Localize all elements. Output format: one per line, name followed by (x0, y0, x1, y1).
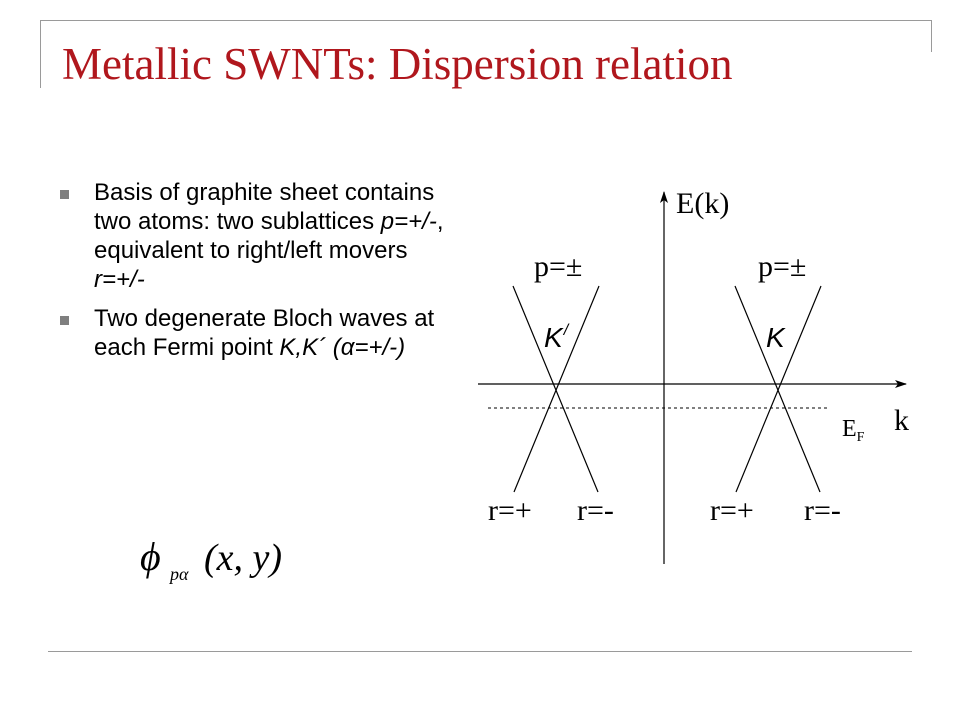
dispersion-diagram (470, 180, 920, 580)
bullet-item (58, 178, 458, 294)
bullet-text-segment: , equivalent to right/left movers (94, 208, 444, 264)
bullet-text (94, 179, 444, 293)
bullet-item (58, 304, 458, 362)
left-mover-right-label: r=+ (488, 494, 532, 527)
left-sublattice-label: p=± (534, 250, 583, 283)
formula-args: (x, y) (204, 537, 283, 579)
right-cone-branch-1 (735, 286, 820, 492)
formula-subscript: pα (170, 564, 189, 584)
frame-left-line (40, 20, 41, 88)
left-cone-branch-2 (514, 286, 599, 492)
frame-right-line (931, 20, 932, 52)
bullet-text (94, 305, 434, 361)
k-prime-point-label: K/ (544, 322, 569, 353)
slide-title: Metallic SWNTs: Dispersion relation (62, 39, 733, 89)
left-cone-branch-1 (513, 286, 598, 492)
right-sublattice-label: p=± (758, 250, 807, 283)
bullet-square-icon (60, 316, 69, 325)
right-mover-left-label: r=- (804, 494, 841, 527)
fermi-energy-label: $E_F$ (842, 416, 865, 445)
wavefunction-formula (136, 530, 326, 590)
right-mover-right-label: r=+ (710, 494, 754, 527)
bullet-text-segment: Two degenerate Bloch waves at each Fermi point (94, 305, 435, 361)
formula-symbol: ϕ (140, 534, 161, 579)
right-cone-branch-2 (736, 286, 821, 492)
bullet-italic-segment: p=+/- (380, 208, 437, 235)
energy-axis-label: E(k) (676, 187, 730, 220)
bullet-text-segment: Basis of graphite sheet contains two atoms: two sublattices (94, 179, 435, 235)
bullet-square-icon (60, 190, 69, 199)
frame-bottom-line (48, 651, 912, 652)
k-point-label: K (766, 322, 785, 353)
k-axis-label: k (894, 404, 909, 437)
frame-top-line (40, 20, 932, 21)
bullet-italic-segment: K,K´ (α=+/-) (279, 334, 406, 361)
bullet-italic-segment: r=+/- (94, 266, 145, 293)
left-mover-left-label: r=- (577, 494, 614, 527)
bullet-list (58, 178, 458, 372)
